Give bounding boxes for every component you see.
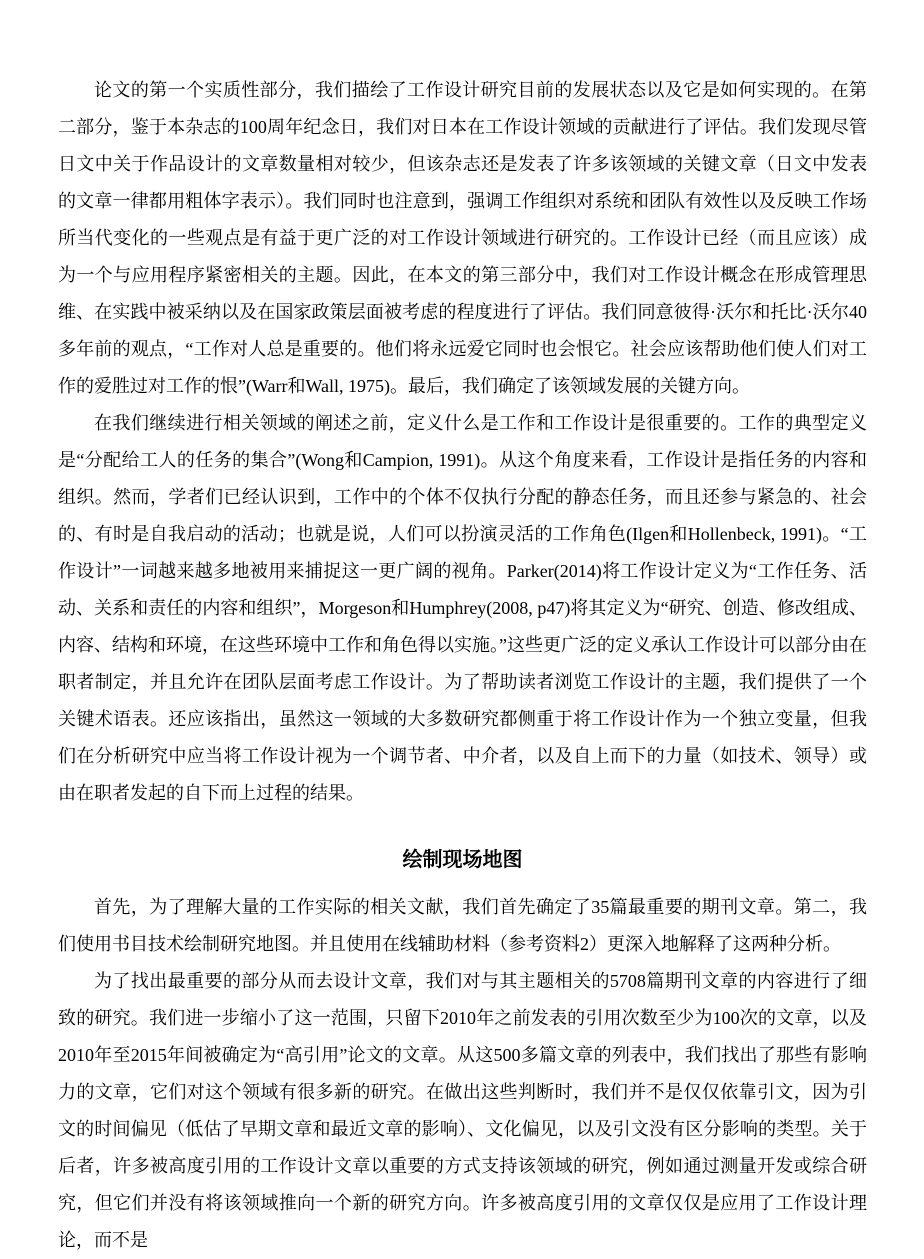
paragraph-definitions: 在我们继续进行相关领域的阐述之前，定义什么是工作和工作设计是很重要的。工作的典型定义是“分配给工人的任务的集合”(Wong和Campion, 1991)。从这个角度来看，工作设计是指任务的内容和组织。然而，学者们已经认识到，工作中的个体不仅执行分配的静态任务，而且还参与紧急的、社会的、有时是自我启动的活动；也就是说，人们可以扮演灵活的工作角色(Ilgen和Hollenbeck, 1991)。“工作设计”一词越来越多地被用来捕捉这一更广阔的视角。Parker(2014)将工作设计定义为“工作任务、活动、关系和责任的内容和组织”，Morgeson和Humphrey(2008, p47)将其定义为“研究、创造、修改组成、内容、结构和环境，在这些环境中工作和角色得以实施。”这些更广泛的定义承认工作设计可以部分由在职者制定，并且允许在团队层面考虑工作设计。为了帮助读者浏览工作设计的主题，我们提供了一个关键术语表。还应该指出，虽然这一领域的大多数研究都侧重于将工作设计作为一个独立变量，但我们在分析研究中应当将工作设计视为一个调节者、中介者，以及自上而下的力量（如技术、领导）或由在职者发起的自下而上过程的结果。 [58,413,867,803]
paragraph-article-selection: 为了找出最重要的部分从而去设计文章，我们对与其主题相关的5708篇期刊文章的内容进行了细致的研究。我们进一步缩小了这一范围，只留下2010年之前发表的引用次数至少为100次的文章，以及2010年至2015年间被确定为“高引用”论文的文章。从这500多篇文章的列表中，我们找出了那些有影响力的文章，它们对这个领域有很多新的研究。在做出这些判断时，我们并不是仅仅依靠引文，因为引文的时间偏见（低估了早期文章和最近文章的影响）、文化偏见，以及引文没有区分影响的类型。关于后者，许多被高度引用的工作设计文章以重要的方式支持该领域的研究，例如通过测量开发或综合研究，但它们并没有将该领域推向一个新的研究方向。许多被高度引用的文章仅仅是应用了工作设计理论，而不是 [58,971,867,1250]
section-heading: 绘制现场地图 [402,849,523,871]
paragraph-overview: 论文的第一个实质性部分，我们描绘了工作设计研究目前的发展状态以及它是如何实现的。在第二部分，鉴于本杂志的100周年纪念日，我们对日本在工作设计领域的贡献进行了评估。我们发现尽管日文中关于作品设计的文章数量相对较少，但该杂志还是发表了许多该领域的关键文章（日文中发表的文章一律都用粗体字表示）。我们同时也注意到，强调工作组织对系统和团队有效性以及反映工作场所当代变化的一些观点是有益于更广泛的对工作设计领域进行研究的。工作设计已经（而且应该）成为一个与应用程序紧密相关的主题。因此，在本文的第三部分中，我们对工作设计概念在形成管理思维、在实践中被采纳以及在国家政策层面被考虑的程度进行了评估。我们同意彼得·沃尔和托比·沃尔40多年前的观点，“工作对人总是重要的。他们将永远爱它同时也会恨它。社会应该帮助他们使人们对工作的爱胜过对工作的恨”(Warr和Wall, 1975)。最后，我们确定了该领域发展的关键方向。 [58,80,867,396]
paragraph-method-intro: 首先，为了理解大量的工作实际的相关文献，我们首先确定了35篇最重要的期刊文章。第二，我们使用书目技术绘制研究地图。并且使用在线辅助材料（参考资料2）更深入地解释了这两种分析。 [58,897,867,954]
